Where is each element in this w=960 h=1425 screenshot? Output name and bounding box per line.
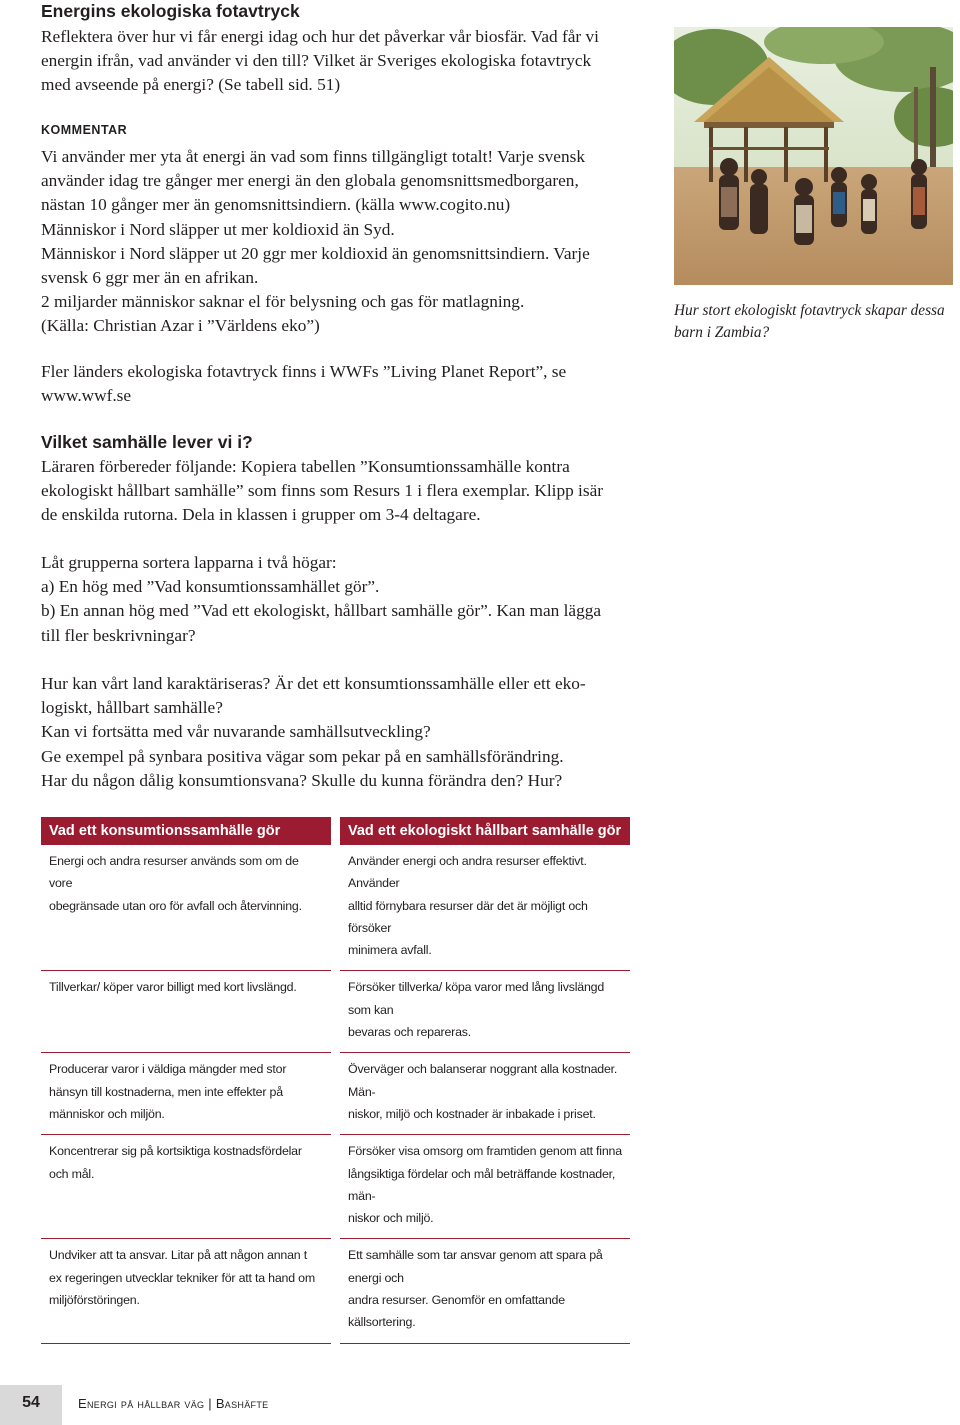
table-cell-sustainable (340, 971, 630, 1053)
page-footer (0, 1385, 960, 1425)
table-gap (331, 1053, 340, 1135)
sort-line: till fler beskrivningar? (41, 625, 196, 645)
cell-line: långsiktiga fördelar och mål beträffande kostnader, män- (348, 1166, 616, 1203)
sort-line: Låt grupperna sortera lapparna i två högar: (41, 553, 337, 572)
photo-zambia-children (674, 27, 953, 285)
table-gap (331, 845, 340, 971)
table-row (41, 1053, 630, 1135)
table-cell-consumption (41, 971, 331, 1053)
comment-line: svensk 6 ggr mer än en afrikan. (41, 268, 259, 288)
intro-line: Reflektera över hur vi får energi idag och hur det påverkar vår biosfär. Vad får vi (41, 27, 599, 46)
section-heading-society: Vilket samhälle lever vi i? (41, 432, 253, 452)
comment-line: Människor i Nord släpper ut mer koldioxid än Syd. (41, 219, 395, 239)
table-header-gap (331, 817, 340, 845)
comment-label: KOMMENTAR (41, 123, 128, 137)
table-cell-sustainable (340, 1135, 630, 1239)
comment-line: Människor i Nord släpper ut 20 ggr mer koldioxid än genomsnittsindiern. Varje (41, 243, 590, 263)
cell-line: Producerar varor i väldiga mängder med stor (49, 1062, 287, 1077)
table-cell-consumption (41, 845, 331, 971)
table-cell-consumption (41, 1053, 331, 1135)
comment-line: använder idag tre gånger mer energi än den globala genomsnittsmedborgaren, (41, 171, 579, 191)
table-gap (331, 971, 340, 1053)
prep-line: de enskilda rutorna. Dela in klassen i grupper om 3-4 deltagare. (41, 505, 481, 525)
intro-line: energin ifrån, vad använder vi den till? Vilket är Sveriges ekologiska fotavtryck (41, 51, 592, 71)
cell-line: och mål. (49, 1166, 95, 1181)
table-cell-sustainable (340, 845, 630, 971)
table-header-consumption: Vad ett konsumtionssamhälle gör (41, 817, 331, 845)
table-row (41, 971, 630, 1053)
photo-illustration (674, 27, 953, 285)
cell-line: Överväger och balanserar noggrant alla kostnader. Män- (348, 1062, 618, 1099)
wwf-line: www.wwf.se (41, 386, 132, 406)
table-cell-sustainable (340, 1239, 630, 1343)
page-number-box (0, 1385, 62, 1425)
cell-line: Tillverkar/ köper varor billigt med kort livslängd. (49, 980, 297, 995)
cell-line: Energi och andra resurser används som om de vore (49, 854, 299, 891)
sort-line: b) En annan hög med ”Vad ett ekologiskt, hållbart samhälle gör”. Kan man lägga (41, 601, 602, 621)
cell-line: minimera avfall. (348, 943, 432, 958)
table-header-sustainable: Vad ett ekologiskt hållbart samhälle gör (340, 817, 630, 845)
comment-line: nästan 10 gånger mer än genomsnittsindiern. (källa www.cogito.nu) (41, 195, 511, 215)
question-line: Hur kan vårt land karaktäriseras? Är det ett konsumtionssamhälle eller ett eko- (41, 674, 586, 693)
page-number: 54 (22, 1394, 40, 1411)
question-paragraph (41, 672, 631, 793)
cell-line: Ett samhälle som tar ansvar genom att spara på energi och (348, 1248, 603, 1285)
prep-line: ekologiskt hållbart samhälle” som finns som Resurs 1 i flera exemplar. Klipp isär (41, 481, 604, 501)
comparison-table (41, 817, 630, 1344)
table-header-row (41, 817, 630, 845)
cell-line: bevaras och repareras. (348, 1025, 472, 1040)
table-cell-sustainable (340, 1053, 630, 1135)
question-line: Har du någon dålig konsumtionsvana? Skulle du kunna förändra den? Hur? (41, 770, 563, 790)
comment-line: (Källa: Christian Azar i ”Världens eko”) (41, 316, 320, 336)
question-line: Kan vi fortsätta med vår nuvarande samhällsutveckling? (41, 722, 431, 742)
prep-line: Läraren förbereder följande: Kopiera tabellen ”Konsumtionssamhälle kontra (41, 457, 570, 476)
comment-line: 2 miljarder människor saknar el för belysning och gas för matlagning. (41, 292, 525, 312)
intro-line: med avseende på energi? (Se tabell sid. 51) (41, 75, 341, 95)
sort-line: a) En hög med ”Vad konsumtionssamhället gör”. (41, 577, 380, 597)
cell-line: människor och miljön. (49, 1106, 165, 1121)
wwf-line: Fler länders ekologiska fotavtryck finns i WWFs ”Living Planet Report”, se (41, 362, 567, 381)
cell-line: alltid förnybara resurser där det är möjligt och försöker (348, 898, 588, 935)
table-row (41, 1135, 630, 1239)
cell-line: obegränsade utan oro för avfall och återvinning. (49, 898, 302, 913)
comment-line: Vi använder mer yta åt energi än vad som finns tillgängligt totalt! Varje svensk (41, 147, 585, 166)
table-gap (331, 1135, 340, 1239)
table-row (41, 1239, 630, 1343)
wwf-paragraph (41, 360, 631, 408)
photo-caption: Hur stort ekologiskt fotavtryck skapar dessa barn i Zambia? (674, 302, 945, 341)
cell-line: miljöförstöringen. (49, 1293, 140, 1308)
sort-paragraph (41, 551, 631, 648)
table-gap (331, 1239, 340, 1343)
comment-paragraph (41, 145, 631, 339)
cell-line: niskor och miljö. (348, 1211, 434, 1226)
book-title: Energi på hållbar väg | Bashäfte (78, 1396, 269, 1411)
section-heading-energy-footprint: Energins ekologiska fotavtryck (41, 1, 300, 21)
cell-line: ex regeringen utvecklar tekniker för att ta hand om (49, 1270, 315, 1285)
cell-line: Koncentrerar sig på kortsiktiga kostnadsfördelar (49, 1144, 302, 1159)
intro-paragraph (41, 25, 631, 98)
question-line: logiskt, hållbart samhälle? (41, 698, 223, 718)
cell-line: hänsyn till kostnaderna, men inte effekter på (49, 1084, 283, 1099)
question-line: Ge exempel på synbara positiva vägar som pekar på en samhällsförändring. (41, 746, 564, 766)
cell-line: Försöker visa omsorg om framtiden genom att finna (348, 1144, 622, 1159)
cell-line: Försöker tillverka/ köpa varor med lång livslängd som kan (348, 980, 605, 1017)
table-row (41, 845, 630, 971)
prep-paragraph (41, 455, 631, 528)
cell-line: Använder energi och andra resurser effektivt. Använder (348, 854, 587, 891)
cell-line: andra resurser. Genomför en omfattande källsortering. (348, 1293, 565, 1330)
cell-line: Undviker att ta ansvar. Litar på att någon annan t (49, 1248, 307, 1263)
table-cell-consumption (41, 1239, 331, 1343)
table-cell-consumption (41, 1135, 331, 1239)
cell-line: niskor, miljö och kostnader är inbakade i priset. (348, 1106, 596, 1121)
